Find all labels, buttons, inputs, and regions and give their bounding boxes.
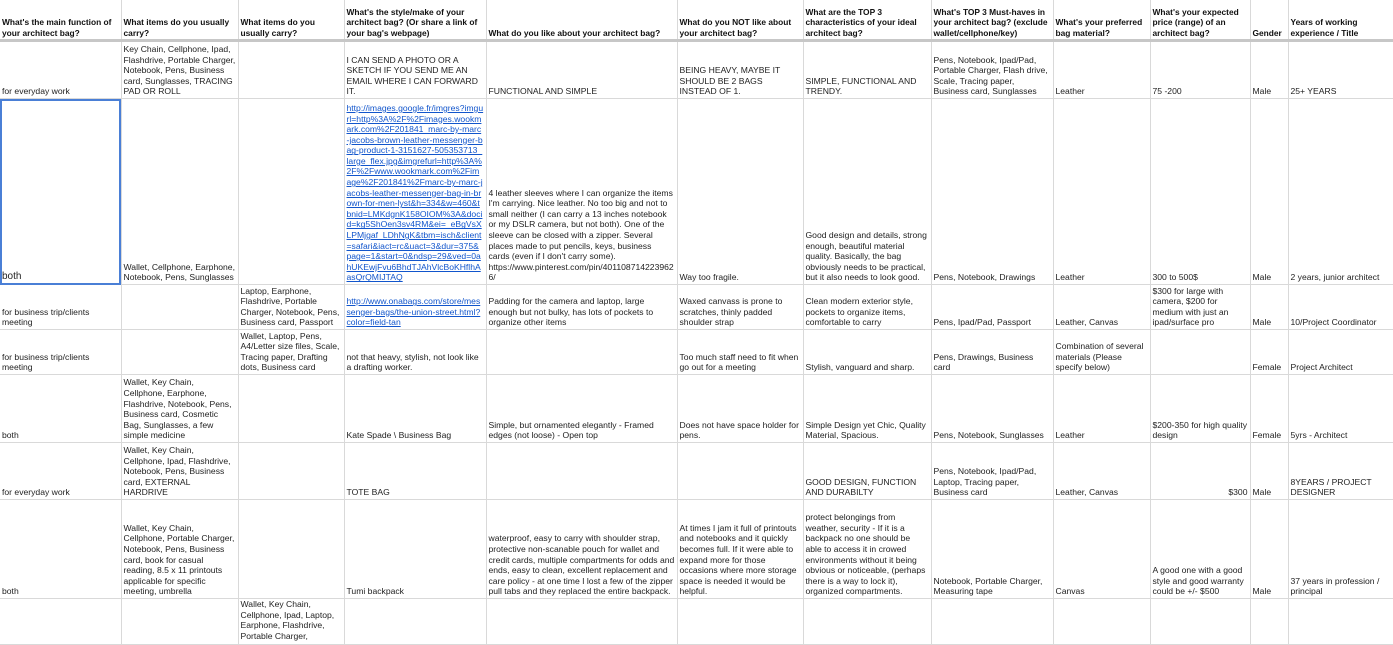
table-cell[interactable]: Wallet, Key Chain, Cellphone, Portable Charger, Notebook, Pens, Business card, book for casual reading, 8.5 x 11 printouts applicable for specific meeting, umbrella [121, 500, 238, 599]
table-cell[interactable]: for business trip/clients meeting [0, 285, 121, 330]
table-cell[interactable] [931, 599, 1053, 645]
bag-link[interactable]: http://www.onabags.com/store/messenger-bags/the-union-street.html?color=field-tan [344, 285, 486, 330]
table-cell[interactable]: Pens, Notebook, Sunglasses [931, 375, 1053, 443]
table-cell[interactable]: Leather [1053, 41, 1150, 99]
table-cell[interactable]: Pens, Ipad/Pad, Passport [931, 285, 1053, 330]
table-cell[interactable] [803, 599, 931, 645]
table-cell[interactable]: Kate Spade \ Business Bag [344, 375, 486, 443]
table-cell[interactable] [121, 330, 238, 375]
table-cell[interactable]: A good one with a good style and good warranty could be +/- $500 [1150, 500, 1250, 599]
table-cell[interactable] [486, 599, 677, 645]
table-row [0, 41, 1393, 99]
table-cell[interactable] [1150, 599, 1250, 645]
table-cell[interactable]: Male [1250, 443, 1288, 500]
table-cell[interactable]: Pens, Drawings, Business card [931, 330, 1053, 375]
table-cell[interactable]: Male [1250, 41, 1288, 99]
table-cell[interactable]: both [0, 500, 121, 599]
header-cell[interactable]: What's the main function of your architect bag? [0, 0, 121, 41]
table-cell[interactable]: Wallet, Key Chain, Cellphone, Ipad, Flashdrive, Notebook, Pens, Business card, EXTERNAL HARDRIVE [121, 443, 238, 500]
table-cell[interactable]: Male [1250, 99, 1288, 285]
header-cell[interactable]: What do you like about your architect bag? [486, 0, 677, 41]
table-cell[interactable]: Tumi backpack [344, 500, 486, 599]
table-cell[interactable]: Does not have space holder for pens. [677, 375, 803, 443]
header-row [0, 0, 1393, 41]
bag-link[interactable]: http://images.google.fr/imgres?imgurl=http%3A%2F%2Fimages.wookmark.com%2F201841_marc-by-marc-jacobs-brown-leather-messenger-bag-product-1-3151627-505353713_large_flex.jpg&imgrefurl=http%3A%2F%2Fwww.wookmark.com%2Fimage%2F201841%2Fmarc-by-marc-jacobs-leather-messenger-bag-in-brown-for-men-lyst&h=334&w=460&tbnid=LMKdgnK158OIOM%3A&docid=kg5ShOen3sv4RM&ei=_eBgVsXLPMjgaf_LDhNgK&tbm=isch&client=safari&iact=rc&uact=3&dur=375&page=1&start=0&ndsp=29&ved=0ahUKEwjFvu6BhdTJAhVlcBoKHflhAasQrQMIJTAQ [344, 99, 486, 285]
header-cell[interactable]: Years of working experience / Title [1288, 0, 1393, 41]
table-cell[interactable]: Waxed canvass is prone to scratches, thinly padded shoulder strap [677, 285, 803, 330]
table-cell[interactable]: Laptop, Earphone, Flashdrive, Portable Charger, Notebook, Pens, Business card, Passport [238, 285, 344, 330]
table-cell[interactable]: not that heavy, stylish, not look like a drafting worker. [344, 330, 486, 375]
table-cell[interactable] [0, 599, 121, 645]
table-row [0, 330, 1393, 375]
table-cell[interactable] [238, 41, 344, 99]
table-cell[interactable]: Male [1250, 285, 1288, 330]
table-cell[interactable]: for everyday work [0, 443, 121, 500]
table-cell[interactable]: Key Chain, Cellphone, Ipad, Flashdrive, Portable Charger, Notebook, Pens, Business card, Sunglasses, TRACING PAD OR ROLL [121, 41, 238, 99]
table-cell[interactable]: Notebook, Portable Charger, Measuring tape [931, 500, 1053, 599]
table-row [0, 375, 1393, 443]
table-cell[interactable] [1288, 599, 1393, 645]
table-cell[interactable]: protect belongings from weather, security - If it is a backpack no one should be able to access it in crowed environments without it being obvious or noticeable, (perhaps there is a way to lock it), organized compartments. [803, 500, 931, 599]
table-cell[interactable] [677, 443, 803, 500]
header-cell[interactable]: Gender [1250, 0, 1288, 41]
table-cell[interactable] [1250, 599, 1288, 645]
header-cell[interactable]: What's the style/make of your architect bag? (Or share a link of your bag's webpage) [344, 0, 486, 41]
table-cell[interactable]: 5yrs - Architect [1288, 375, 1393, 443]
header-cell[interactable]: What items do you usually carry? [238, 0, 344, 41]
table-cell[interactable] [1053, 599, 1150, 645]
table-cell[interactable] [121, 599, 238, 645]
table-cell[interactable]: 8YEARS / PROJECT DESIGNER [1288, 443, 1393, 500]
table-cell[interactable] [238, 443, 344, 500]
table-cell[interactable]: Leather [1053, 375, 1150, 443]
table-cell[interactable] [677, 599, 803, 645]
table-cell[interactable]: Simple, but ornamented elegantly - Framed edges (not loose) - Open top [486, 375, 677, 443]
table-cell[interactable]: Stylish, vanguard and sharp. [803, 330, 931, 375]
table-cell[interactable] [1150, 330, 1250, 375]
table-cell[interactable]: I CAN SEND A PHOTO OR A SKETCH IF YOU SEND ME AN EMAIL WHERE I CAN FORWARD IT. [344, 41, 486, 99]
header-cell[interactable]: What items do you usually carry? [121, 0, 238, 41]
table-cell[interactable]: 75 -200 [1150, 41, 1250, 99]
table-cell[interactable]: for business trip/clients meeting [0, 330, 121, 375]
table-cell[interactable] [121, 285, 238, 330]
table-cell[interactable]: Way too fragile. [677, 99, 803, 285]
header-cell[interactable]: What's your preferred bag material? [1053, 0, 1150, 41]
table-cell[interactable]: FUNCTIONAL AND SIMPLE [486, 41, 677, 99]
table-cell[interactable] [486, 443, 677, 500]
table-cell[interactable]: Simple Design yet Chic, Quality Material, Spacious. [803, 375, 931, 443]
table-cell[interactable]: Male [1250, 500, 1288, 599]
table-cell[interactable]: 37 years in profession / principal [1288, 500, 1393, 599]
table-row [0, 599, 1393, 645]
table-cell[interactable]: 10/Project Coordinator [1288, 285, 1393, 330]
header-cell[interactable]: What do you NOT like about your architect bag? [677, 0, 803, 41]
table-cell[interactable] [238, 500, 344, 599]
table-row [0, 443, 1393, 500]
table-cell[interactable]: both [0, 375, 121, 443]
table-cell[interactable]: Female [1250, 330, 1288, 375]
table-cell[interactable]: Pens, Notebook, Ipad/Pad, Portable Charger, Flash drive, Scale, Tracing paper, Business card, Sunglasses [931, 41, 1053, 99]
table-cell[interactable]: SIMPLE, FUNCTIONAL AND TRENDY. [803, 41, 931, 99]
table-cell[interactable]: Pens, Notebook, Ipad/Pad, Laptop, Tracing paper, Business card [931, 443, 1053, 500]
selected-cell[interactable]: both [0, 99, 121, 285]
table-cell[interactable]: 300 to 500$ [1150, 99, 1250, 285]
table-cell[interactable]: Female [1250, 375, 1288, 443]
header-cell[interactable]: What's TOP 3 Must-haves in your architect bag? (exclude wallet/cellphone/key) [931, 0, 1053, 41]
table-cell[interactable]: Wallet, Laptop, Pens, A4/Letter size files, Scale, Tracing paper, Drafting dots, Business card [238, 330, 344, 375]
table-cell[interactable] [486, 330, 677, 375]
table-cell[interactable]: 2 years, junior architect [1288, 99, 1393, 285]
table-cell[interactable]: Wallet, Key Chain, Cellphone, Ipad, Laptop, Earphone, Flashdrive, Portable Charger, [238, 599, 344, 645]
table-cell[interactable]: Wallet, Cellphone, Earphone, Notebook, Pens, Sunglasses [121, 99, 238, 285]
table-cell[interactable]: 25+ YEARS [1288, 41, 1393, 99]
table-cell[interactable]: Combination of several materials (Please specify below) [1053, 330, 1150, 375]
table-cell[interactable]: Padding for the camera and laptop, large enough but not bulky, has lots of pockets to organize other items [486, 285, 677, 330]
table-cell[interactable] [344, 599, 486, 645]
table-cell[interactable]: 4 leather sleeves where I can organize the items I'm carrying. Nice leather. No too big and not to small neither (I can carry a 13 inches notebook or my DSLR camera, but not both). One of the sleeve can be closed with a zipper. Several places made to put pencils, keys, business cards (even if I don't carry some). https://www.pinterest.com/pin/401108714223962 6/ [486, 99, 677, 285]
table-cell[interactable]: At times I jam it full of printouts and notebooks and it quickly becomes full. If it were able to expand more for those occasions where more storage space is needed it would be helpful. [677, 500, 803, 599]
table-cell[interactable]: Leather, Canvas [1053, 443, 1150, 500]
table-cell[interactable] [238, 375, 344, 443]
table-cell[interactable]: Leather, Canvas [1053, 285, 1150, 330]
header-cell[interactable]: What's your expected price (range) of an architect bag? [1150, 0, 1250, 41]
table-cell[interactable] [238, 99, 344, 285]
table-cell[interactable]: TOTE BAG [344, 443, 486, 500]
table-cell[interactable]: Pens, Notebook, Drawings [931, 99, 1053, 285]
table-cell[interactable]: Too much staff need to fit when go out for a meeting [677, 330, 803, 375]
table-row [0, 99, 1393, 285]
table-cell[interactable]: Clean modern exterior style, pockets to organize items, comfortable to carry [803, 285, 931, 330]
table-cell[interactable]: Project Architect [1288, 330, 1393, 375]
header-cell[interactable]: What are the TOP 3 characteristics of your ideal architect bag? [803, 0, 931, 41]
table-row [0, 500, 1393, 599]
table-cell[interactable]: GOOD DESIGN, FUNCTION AND DURABILTY [803, 443, 931, 500]
table-cell[interactable]: BEING HEAVY, MAYBE IT SHOULD BE 2 BAGS INSTEAD OF 1. [677, 41, 803, 99]
table-cell[interactable]: Leather [1053, 99, 1150, 285]
table-cell[interactable]: $200-350 for high quality design [1150, 375, 1250, 443]
table-cell[interactable]: waterproof, easy to carry with shoulder strap, protective non-scanable pouch for wallet and credit cards, multiple compartments for odds and ends, easy to clean, excellent replacement and care policy - at one time I lost a few of the zipper pull tabs and they replaced the entire backpack. [486, 500, 677, 599]
table-cell[interactable]: $300 for large with camera, $200 for medium with just an ipad/surface pro [1150, 285, 1250, 330]
table-row [0, 285, 1393, 330]
table-cell[interactable]: Canvas [1053, 500, 1150, 599]
table-cell[interactable]: $300 [1150, 443, 1250, 500]
table-cell[interactable]: Wallet, Key Chain, Cellphone, Earphone, Flashdrive, Notebook, Pens, Business card, Cosmetic Bag, Sunglasses, a few simple medicine [121, 375, 238, 443]
table-cell[interactable]: Good design and details, strong enough, beautiful material quality. Basically, the bag obviously needs to be practical, but it also needs to look good. [803, 99, 931, 285]
table-cell[interactable]: for everyday work [0, 41, 121, 99]
